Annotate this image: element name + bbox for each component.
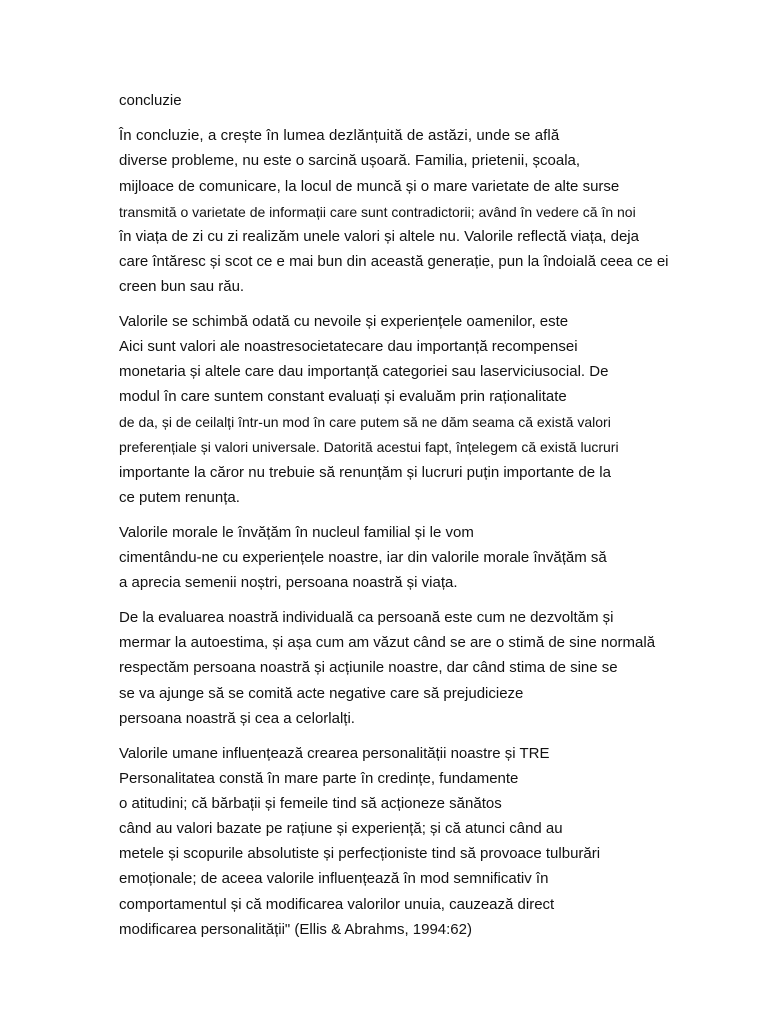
text-line: care întăresc și scot ce e mai bun din această generație, pun la îndoială ceea ce ei [119, 253, 669, 270]
text-line: se va ajunge să se comită acte negative care să prejudicieze [119, 685, 524, 702]
text-line: o atitudini; că bărbații și femeile tind să acționeze sănătos [119, 795, 502, 812]
text-line: diverse probleme, nu este o sarcină ușoară. Familia, prietenii, școala, [119, 152, 581, 169]
text-line: Valorile umane influențează crearea personalității noastre și TRE [119, 745, 550, 762]
text-line: Personalitatea constă în mare parte în credințe, fundamente [119, 770, 519, 787]
text-line: În concluzie, a crește în lumea dezlănțuită de astăzi, unde se află [119, 127, 560, 144]
text-line: emoționale; de aceea valorile influențează în mod semnificativ în [119, 870, 549, 887]
text-line: mermar la autoestima, și așa cum am văzut când se are o stimă de sine normală [119, 634, 656, 651]
text-line: de da, și de ceilalți într-un mod în care putem să ne dăm seama că există valori [119, 414, 611, 430]
heading: concluzie [119, 92, 182, 109]
text-line: monetaria și altele care dau importanță categoriei sau laserviciusocial. De [119, 363, 609, 380]
text-line: creen bun sau rău. [119, 278, 245, 295]
text-line: în viața de zi cu zi realizăm unele valori și altele nu. Valorile reflectă viața, deja [119, 228, 639, 245]
text-line: Valorile morale le învățăm în nucleul familial și le vom [119, 524, 474, 541]
text-line: transmită o varietate de informații care sunt contradictorii; având în vedere că în noi [119, 204, 636, 220]
text-line: persoana noastră și cea a celorlalți. [119, 710, 355, 727]
text-line: metele și scopurile absolutiste și perfecționiste tind să provoace tulburări [119, 845, 601, 862]
text-line: comportamentul și că modificarea valorilor unuia, cauzează direct [119, 896, 555, 913]
text-line: modificarea personalității" (Ellis & Abrahms, 1994:62) [119, 921, 472, 938]
text-line: respectăm persoana noastră și acțiunile noastre, dar când stima de sine se [119, 659, 618, 676]
text-line: importante la căror nu trebuie să renunțăm și lucruri puțin importante de la [119, 464, 611, 481]
text-line: De la evaluarea noastră individuală ca persoană este cum ne dezvoltăm și [119, 609, 614, 626]
text-line: mijloace de comunicare, la locul de muncă și o mare varietate de alte surse [119, 178, 620, 195]
text-line: ce putem renunța. [119, 489, 240, 506]
text-line: modul în care suntem constant evaluați și evaluăm prin raționalitate [119, 388, 567, 405]
text-line: cimentându-ne cu experiențele noastre, iar din valorile morale învățăm să [119, 549, 607, 566]
text-line: când au valori bazate pe rațiune și experiență; și că atunci când au [119, 820, 563, 837]
text-line: a aprecia semenii noștri, persoana noastră și viața. [119, 574, 458, 591]
text-line: Aici sunt valori ale noastresocietatecare dau importanță recompensei [119, 338, 578, 355]
text-line: preferențiale și valori universale. Datorită acestui fapt, înțelegem că există lucruri [119, 439, 619, 455]
text-line: Valorile se schimbă odată cu nevoile și experiențele oamenilor, este [119, 313, 569, 330]
